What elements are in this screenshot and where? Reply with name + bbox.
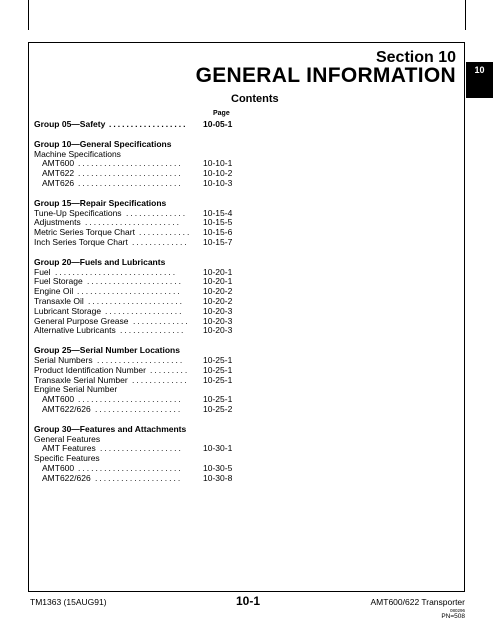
toc-label: Group 15—Repair Specifications [34, 197, 167, 208]
dot-leader: ............. [132, 374, 189, 385]
toc-label: AMT622 [42, 168, 75, 179]
dot-leader: ............. [133, 315, 190, 326]
toc-page: 10-20-3 [203, 305, 233, 316]
toc-page: 10-05-1 [203, 119, 233, 129]
toc-label: Group 30—Features and Attachments [34, 423, 187, 434]
section-tab: 10 [466, 62, 493, 98]
toc-label: Metric Series Torque Chart [34, 227, 135, 238]
toc-page: 10-20-2 [203, 295, 233, 306]
dot-leader: ................... [100, 443, 183, 454]
toc-label: Inch Series Torque Chart [34, 236, 128, 247]
toc-page: 10-20-3 [203, 325, 233, 336]
toc-label: Alternative Lubricants [34, 325, 116, 336]
toc-page: 10-30-1 [203, 443, 233, 454]
toc-page: 10-25-1 [203, 374, 233, 385]
toc-label: Fuel Storage [34, 276, 83, 287]
dot-leader: ........................ [78, 462, 183, 473]
toc-page: 10-20-1 [203, 266, 233, 277]
dot-leader: ......... [150, 364, 190, 375]
dot-leader: .............. [126, 207, 188, 218]
dot-leader: ........................ [78, 394, 183, 405]
footer-code: 080296 [449, 608, 465, 613]
dot-leader: .................. [109, 119, 188, 129]
toc-label: Tune-Up Specifications [34, 207, 122, 218]
dot-leader: ........................ [78, 177, 183, 188]
footer-manual-id: TM1363 (15AUG91) [30, 597, 107, 607]
footer-pn: PN=508 [441, 613, 465, 620]
footer-page-number: 10-1 [236, 594, 261, 608]
dot-leader: ............. [132, 236, 189, 247]
toc-label: Transaxle Serial Number [34, 374, 128, 385]
contents-heading: Contents [231, 93, 279, 105]
top-margin-line-left [28, 0, 29, 30]
toc-label: Product Identification Number [34, 364, 146, 375]
dot-leader: ...................... [88, 295, 184, 306]
toc-label: Engine Serial Number [34, 384, 118, 395]
dot-leader: .................... [95, 472, 183, 483]
toc-page: 10-15-7 [203, 236, 233, 247]
toc-entry [34, 405, 244, 415]
toc-label: Group 20—Fuels and Lubricants [34, 256, 166, 267]
toc-page: 10-15-4 [203, 207, 233, 218]
toc-label: AMT622/626 [42, 403, 91, 414]
toc-entry [34, 179, 244, 189]
dot-leader: .................... [97, 354, 185, 365]
toc-label: Group 05—Safety [34, 119, 106, 129]
toc-label: AMT626 [42, 177, 75, 188]
toc-page: 10-20-2 [203, 286, 233, 297]
dot-leader: ........................ [78, 158, 183, 169]
toc-page: 10-20-1 [203, 276, 233, 287]
toc-page: 10-20-3 [203, 315, 233, 326]
dot-leader: ............ [139, 227, 192, 238]
toc-entry [34, 474, 244, 484]
toc-page: 10-10-1 [203, 158, 233, 169]
dot-leader: ...................... [85, 217, 181, 228]
dot-leader: .................... [95, 403, 183, 414]
toc-label: General Features [34, 433, 101, 444]
dot-leader: ............................ [55, 266, 178, 277]
toc-page: 10-25-1 [203, 354, 233, 365]
toc-label: AMT600 [42, 158, 75, 169]
dot-leader: ........................ [78, 168, 183, 179]
toc-label: General Purpose Grease [34, 315, 129, 326]
toc-label: Group 25—Serial Number Locations [34, 345, 180, 356]
dot-leader: ........................ [77, 286, 182, 297]
toc-page: 10-15-5 [203, 217, 233, 228]
section-number: Section 10 [375, 49, 456, 66]
toc-label: AMT622/626 [42, 472, 91, 483]
dot-leader: ...................... [87, 276, 183, 287]
toc-page: 10-25-1 [203, 364, 233, 375]
page-column-heading: Page [213, 110, 230, 117]
toc-page: 10-10-3 [203, 177, 233, 188]
toc-page: 10-25-2 [203, 403, 233, 414]
footer-product: AMT600/622 Transporter [370, 597, 465, 607]
dot-leader: ............... [120, 325, 186, 336]
top-margin-line-right [465, 0, 466, 30]
toc-label: Specific Features [34, 453, 100, 464]
toc-group-heading [34, 120, 244, 130]
toc-label: Transaxle Oil [34, 295, 84, 306]
section-title: GENERAL INFORMATION [195, 64, 456, 87]
toc-label: AMT600 [42, 462, 75, 473]
toc-label: Machine Specifications [34, 148, 121, 159]
toc-page: 10-15-6 [203, 227, 233, 238]
toc-entry [34, 326, 244, 336]
toc-page: 10-30-8 [203, 472, 233, 483]
toc-label: AMT Features [42, 443, 96, 454]
toc-page: 10-30-5 [203, 462, 233, 473]
toc-label: Engine Oil [34, 286, 74, 297]
toc-label: Serial Numbers [34, 354, 93, 365]
toc-page: 10-10-2 [203, 168, 233, 179]
toc-label: Lubricant Storage [34, 305, 102, 316]
toc-page: 10-25-1 [203, 394, 233, 405]
toc-label: AMT600 [42, 394, 75, 405]
toc-entry [34, 238, 244, 248]
toc-label: Group 10—General Specifications [34, 138, 172, 149]
dot-leader: .................. [105, 305, 184, 316]
toc-label: Adjustments [34, 217, 81, 228]
table-of-contents [34, 120, 244, 484]
toc-label: Fuel [34, 266, 51, 277]
